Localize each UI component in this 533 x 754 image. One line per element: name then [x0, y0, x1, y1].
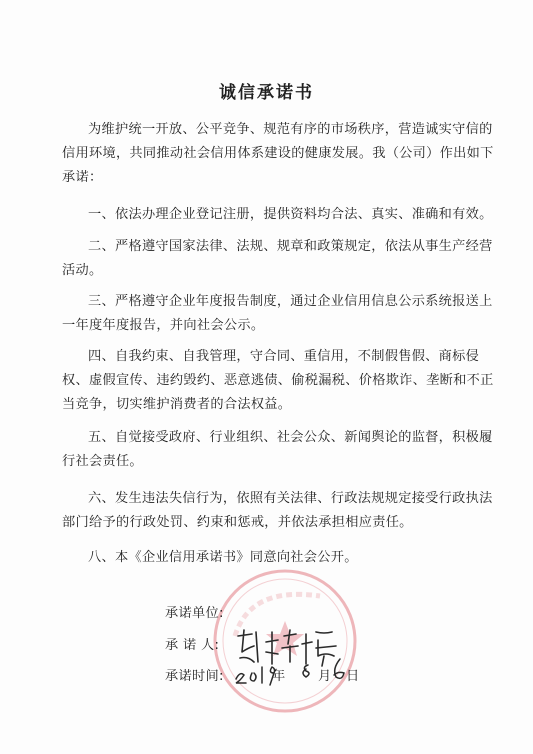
paragraph-item-8: 八、本《企业信用承诺书》同意向社会公开。 [88, 550, 358, 565]
paragraph-item-5: 五、自觉接受政府、行业组织、社会公众、新闻舆论的监督，积极履行社会责任。 [62, 430, 493, 469]
handwritten-date-icon [232, 655, 362, 687]
paragraph-item-4: 四、自我约束、自我管理，守合同、重信用，不制假售假、商标侵权、虚假宣传、违约毁约、恶意逃债、偷税漏税、价格欺诈、垄断和不正当竞争，切实维护消费者的合法权益。 [62, 349, 494, 412]
date-month-char: 月 [318, 669, 332, 684]
signing-time-label: 承诺时间: [165, 669, 224, 684]
paragraph-item-1: 一、依法办理企业登记注册，提供资料均合法、真实、准确和有效。 [88, 207, 493, 222]
paragraph-item-3: 三、严格遵守企业年度报告制度，通过企业信用信息公示系统报送上一年度年度报告，并向社会公示。 [62, 294, 493, 333]
signer-unit-label: 承诺单位: [165, 606, 224, 621]
date-day-char: 日 [346, 669, 360, 684]
paragraph-item-6: 六、发生违法失信行为，依照有关法律、行政法规规定接受行政执法部门给予的行政处罚、约束和惩戒，并依法承担相应责任。 [62, 491, 493, 530]
document-title: 诚信承诺书 [219, 83, 314, 103]
paragraph-intro: 为维护统一开放、公平竞争、规范有序的市场秩序，营造诚实守信的信用环境，共同推动社会信用体系建设的健康发展。我（公司）作出如下承诺： [62, 122, 494, 185]
paragraph-item-2: 二、严格遵守国家法律、法规、规章和政策规定，依法从事生产经营活动。 [62, 239, 493, 278]
date-year-char: 年 [272, 669, 286, 684]
signer-person-label: 承 诺 人: [165, 638, 220, 653]
